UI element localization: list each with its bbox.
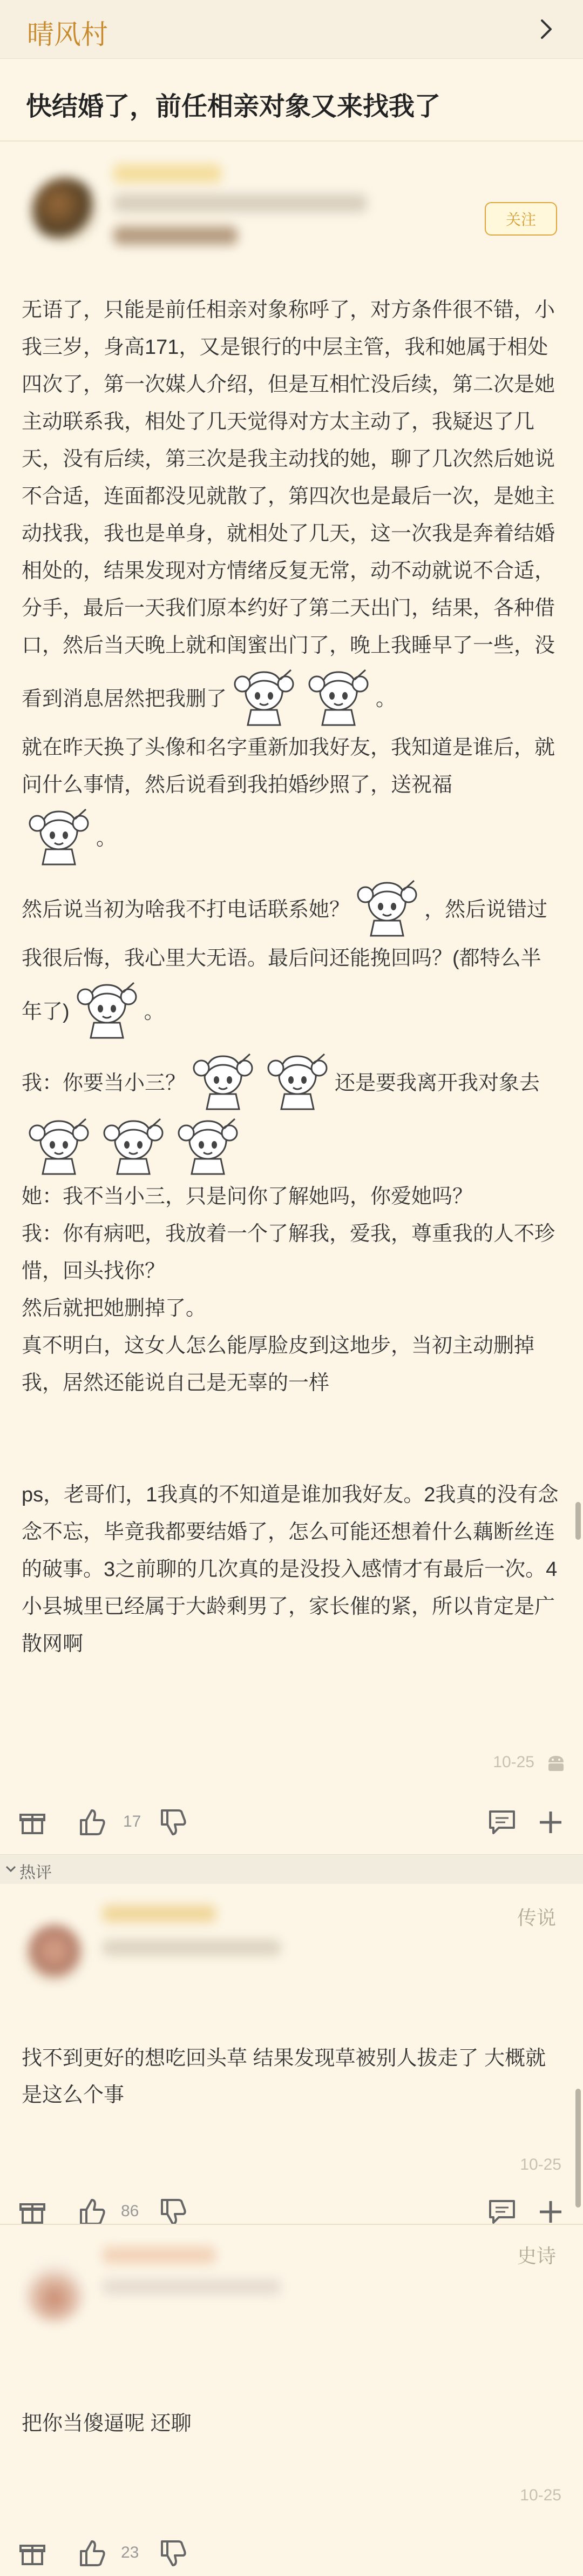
post-paragraph: ps，老哥们，1我真的不知道是谁加我好友。2我真的没有念念不忘，毕竟我都要结婚了，怎么可能还想着什么藕断丝连的破事。3之前聊的几次真的是没投入感情才有最后一次。4小县城里已经属于大龄剩男了，家长催的紧，所以肯定是广散网啊 (22, 1484, 559, 1655)
post-content (22, 292, 561, 1663)
post-paragraph: 无语了，只能是前任相亲对象称呼了，对方条件很不错，小我三岁，身高171，又是银行的中层主管，我和她属于相处四次了，第一次媒人介绍，但是互相忙没后续，第二次是她主动联系我，相处了几天觉得对方太主动了，我疑迟了几天，没有后续，第三次是我主动找的她，聊了几次然后她说不合适，连面都没见就散了，第四次也是最后一次，是她主动找我，我也是单身，就相处了几天，这一次我是奔着结婚相处的，结果发现对方情绪反复无常，动不动就说不合适，分手，最后一天我们原本约好了第二天出门，结果，各种借口，然后当天晚上就和闺蜜出门了，晚上我睡早了一些，没看到消息居然把我删了 。 (22, 292, 561, 729)
author-name-blurred[interactable] (113, 164, 221, 183)
anime-girl-sticker-icon (350, 875, 424, 940)
thumbs-down-icon[interactable] (157, 2196, 189, 2228)
thumbs-up-icon[interactable] (76, 2537, 108, 2570)
anime-girl-sticker-icon (22, 804, 96, 869)
anime-girl-sticker-icon (301, 665, 376, 729)
reply-author-blurred[interactable] (103, 1905, 216, 1922)
anime-girl-sticker-icon (227, 665, 301, 729)
top-bar (0, 0, 583, 59)
gift-icon[interactable] (16, 2537, 49, 2570)
floor-label: 史诗 (517, 2245, 556, 2267)
post-action-row (0, 1802, 583, 1845)
post-timestamp: 10-25 (493, 1753, 534, 1771)
like-count: 17 (123, 1813, 141, 1830)
floor-label: 传说 (517, 1907, 556, 1929)
post-paragraph: 然后说当初为啥我不打电话联系她？ ，然后说错过我很后悔，我心里大无语。最后问还能挽回吗？(都特么半年了) 。 (22, 875, 561, 1042)
reply-text: 找不到更好的想吃回头草 结果发现草被别人拔走了 大概就是这么个事 (22, 2047, 546, 2107)
hot-comments-label: 热评 (19, 1864, 52, 1882)
gift-icon[interactable] (16, 1806, 49, 1839)
chevron-right-icon[interactable] (535, 18, 557, 40)
scrollbar-thumb[interactable] (575, 1502, 581, 1540)
avatar[interactable] (32, 178, 97, 243)
like-count: 23 (121, 2544, 139, 2561)
post-title: 快结婚了，前任相亲对象又来找我了 (26, 92, 441, 121)
anime-girl-sticker-icon (22, 1113, 96, 1178)
post-paragraph: 她：我不当小三，只是问你了解她吗，你爱她吗？ (22, 1185, 473, 1208)
anime-girl-sticker-icon (171, 1113, 245, 1178)
thumbs-up-icon[interactable] (76, 2196, 108, 2228)
anime-girl-sticker-icon (186, 1049, 260, 1113)
author-meta-blurred (113, 194, 367, 212)
post-title-bar (0, 59, 583, 142)
reply-text: 把你当傻逼呢 还聊 (22, 2412, 192, 2435)
anime-girl-sticker-icon (260, 1049, 335, 1113)
follow-button[interactable]: 关注 (485, 202, 557, 236)
post-paragraph: 我：你要当小三？ 还是要我离开我对象去 (22, 1049, 561, 1178)
scrollbar-thumb[interactable] (575, 2089, 581, 2208)
like-count: 86 (121, 2202, 139, 2220)
reply-meta-blurred (103, 1940, 281, 1956)
comment-icon[interactable] (486, 1806, 518, 1839)
author-row (0, 143, 583, 278)
anime-girl-sticker-icon (96, 1113, 171, 1178)
reply-timestamp: 10-25 (520, 2486, 561, 2504)
plus-icon[interactable] (534, 1806, 567, 1839)
reply-timestamp: 10-25 (520, 2156, 561, 2174)
reply-item (0, 1883, 583, 2218)
reply-meta-blurred (103, 2279, 281, 2295)
thumbs-down-icon[interactable] (157, 1806, 189, 1839)
post-paragraph: 真不明白，这女人怎么能厚脸皮到这地步，当初主动删掉我，居然还能说自己是无辜的一样 (22, 1334, 535, 1394)
thumbs-down-icon[interactable] (157, 2537, 189, 2570)
reply-action-row (0, 2533, 583, 2576)
comment-icon[interactable] (486, 2196, 518, 2228)
anime-girl-sticker-icon (70, 977, 144, 1042)
reply-item (0, 2225, 583, 2572)
hot-comments-header[interactable] (0, 1854, 583, 1884)
post-paragraph: 就在昨天换了头像和名字重新加我好友，我知道是谁后，就问什么事情，然后说看到我拍婚纱照了，送祝福 。 (22, 729, 561, 869)
chevron-down-icon (4, 1862, 17, 1875)
post-paragraph: 然后就把她删掉了。 (22, 1297, 207, 1320)
reply-author-blurred[interactable] (103, 2246, 216, 2264)
android-icon (544, 1750, 568, 1774)
author-level-blurred (113, 226, 238, 245)
thumbs-up-icon[interactable] (76, 1806, 108, 1839)
gift-icon[interactable] (16, 2196, 49, 2228)
plus-icon[interactable] (534, 2196, 567, 2228)
avatar[interactable] (25, 2263, 84, 2322)
avatar[interactable] (25, 1924, 84, 1983)
forum-name-link[interactable]: 晴风村 (27, 19, 108, 50)
post-paragraph: 我：你有病吧，我放着一个了解我，爱我，尊重我的人不珍惜，回头找你？ (22, 1223, 555, 1283)
